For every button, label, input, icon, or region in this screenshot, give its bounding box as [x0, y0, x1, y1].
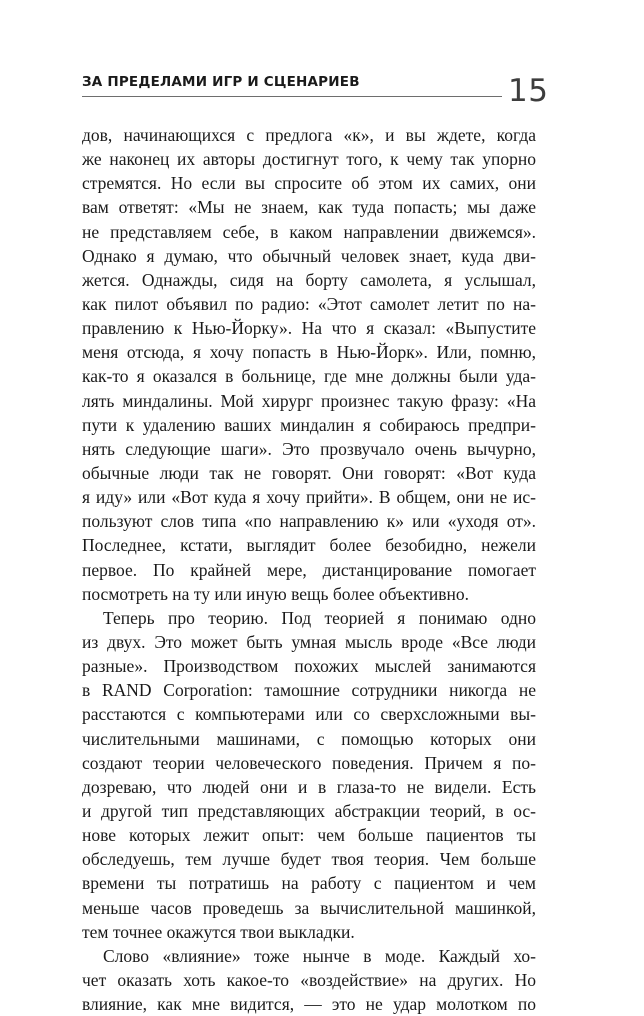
- text-line: пользуют слов типа «по направлению к» или «уходя от».: [82, 511, 536, 532]
- text-line: лять миндалины. Мой хирург произнес такую фразу: «На: [82, 390, 536, 411]
- text-line: правлению к Нью-Йорку». На что я сказал: «Выпустите: [82, 318, 536, 339]
- text-line: влияние, как мне видится, — это не удар молотком по: [82, 994, 536, 1015]
- text-line: вам ответят: «Мы не знаем, как туда попасть; мы даже: [82, 197, 536, 218]
- text-line: нове которых лежит опыт: чем больше пациентов ты: [82, 825, 536, 846]
- text-line: Однако я думаю, что обычный человек знает, куда дви-: [82, 245, 536, 266]
- text-line: обследуешь, тем лучше будет твоя теория. Чем больше: [82, 849, 536, 870]
- text-line: я иду» или «Вот куда я хочу прийти». В общем, они не ис-: [82, 487, 536, 508]
- text-line: стремятся. Но если вы спросите об этом их самих, они: [82, 173, 536, 194]
- running-title: ЗА ПРЕДЕЛАМИ ИГР И СЦЕНАРИЕВ: [82, 74, 360, 90]
- text-line: разные». Производством похожих мыслей занимаются: [82, 656, 536, 677]
- text-line: жется. Однажды, сидя на борту самолета, я услышал,: [82, 269, 536, 290]
- text-line: как пилот объявил по радио: «Этот самолет летит по на-: [82, 293, 536, 314]
- text-line: тем точнее окажутся твои выкладки.: [82, 921, 355, 942]
- text-line: расстаются с компьютерами или со сверхсложными вы-: [82, 704, 536, 725]
- body-text: [82, 123, 536, 1016]
- running-head: [82, 74, 562, 114]
- text-line: меня отсюда, я хочу попасть в Нью-Йорк». Или, помню,: [82, 342, 536, 363]
- text-line: Последнее, кстати, выглядит более безобидно, нежели: [82, 535, 536, 556]
- text-line: создают теории человеческого поведения. Причем я по-: [82, 752, 536, 773]
- text-line: обычные люди так не говорят. Они говорят: «Вот куда: [82, 462, 536, 483]
- page-number: 15: [508, 73, 549, 109]
- text-line: в RAND Corporation: тамошние сотрудники никогда не: [82, 680, 536, 701]
- paragraph: [82, 606, 536, 944]
- text-line: чет оказать хоть какое-то «воздействие» на других. Но: [82, 969, 536, 990]
- text-line: числительными машинами, с помощью которых они: [82, 728, 536, 749]
- text-line: пути к удалению ваших миндалин я собираюсь предпри-: [82, 414, 536, 435]
- text-line: же наконец их авторы достигнут того, к чему так упорно: [82, 149, 536, 170]
- text-line: из двух. Это может быть умная мысль вроде «Все люди: [82, 631, 536, 652]
- text-line: нять следующие шаги». Это прозвучало очень вычурно,: [82, 438, 536, 459]
- paragraph: [82, 944, 536, 1016]
- paragraph: [82, 123, 536, 606]
- text-line: и другой тип представляющих абстракции теорий, в ос-: [82, 800, 536, 821]
- text-line: Теперь про теорию. Под теорией я понимаю одно: [103, 607, 536, 628]
- text-line: меньше часов проведешь за вычислительной машинкой,: [82, 897, 536, 918]
- text-line: посмотреть на ту или иную вещь более объективно.: [82, 583, 470, 604]
- header-rule: [82, 96, 502, 97]
- text-line: как-то я оказался в больнице, где мне должны были уда-: [82, 366, 536, 387]
- text-line: дов, начинающихся с предлога «к», и вы ждете, когда: [82, 125, 536, 145]
- text-line: Слово «влияние» тоже нынче в моде. Каждый хо-: [103, 945, 536, 966]
- text-line: не представляем себе, в каком направлении движемся».: [82, 221, 536, 242]
- text-line: времени ты потратишь на работу с пациентом и чем: [82, 873, 536, 894]
- text-line: дозреваю, что людей они и в глаза-то не видели. Есть: [82, 776, 536, 797]
- text-line: первое. По крайней мере, дистанцирование помогает: [82, 559, 536, 580]
